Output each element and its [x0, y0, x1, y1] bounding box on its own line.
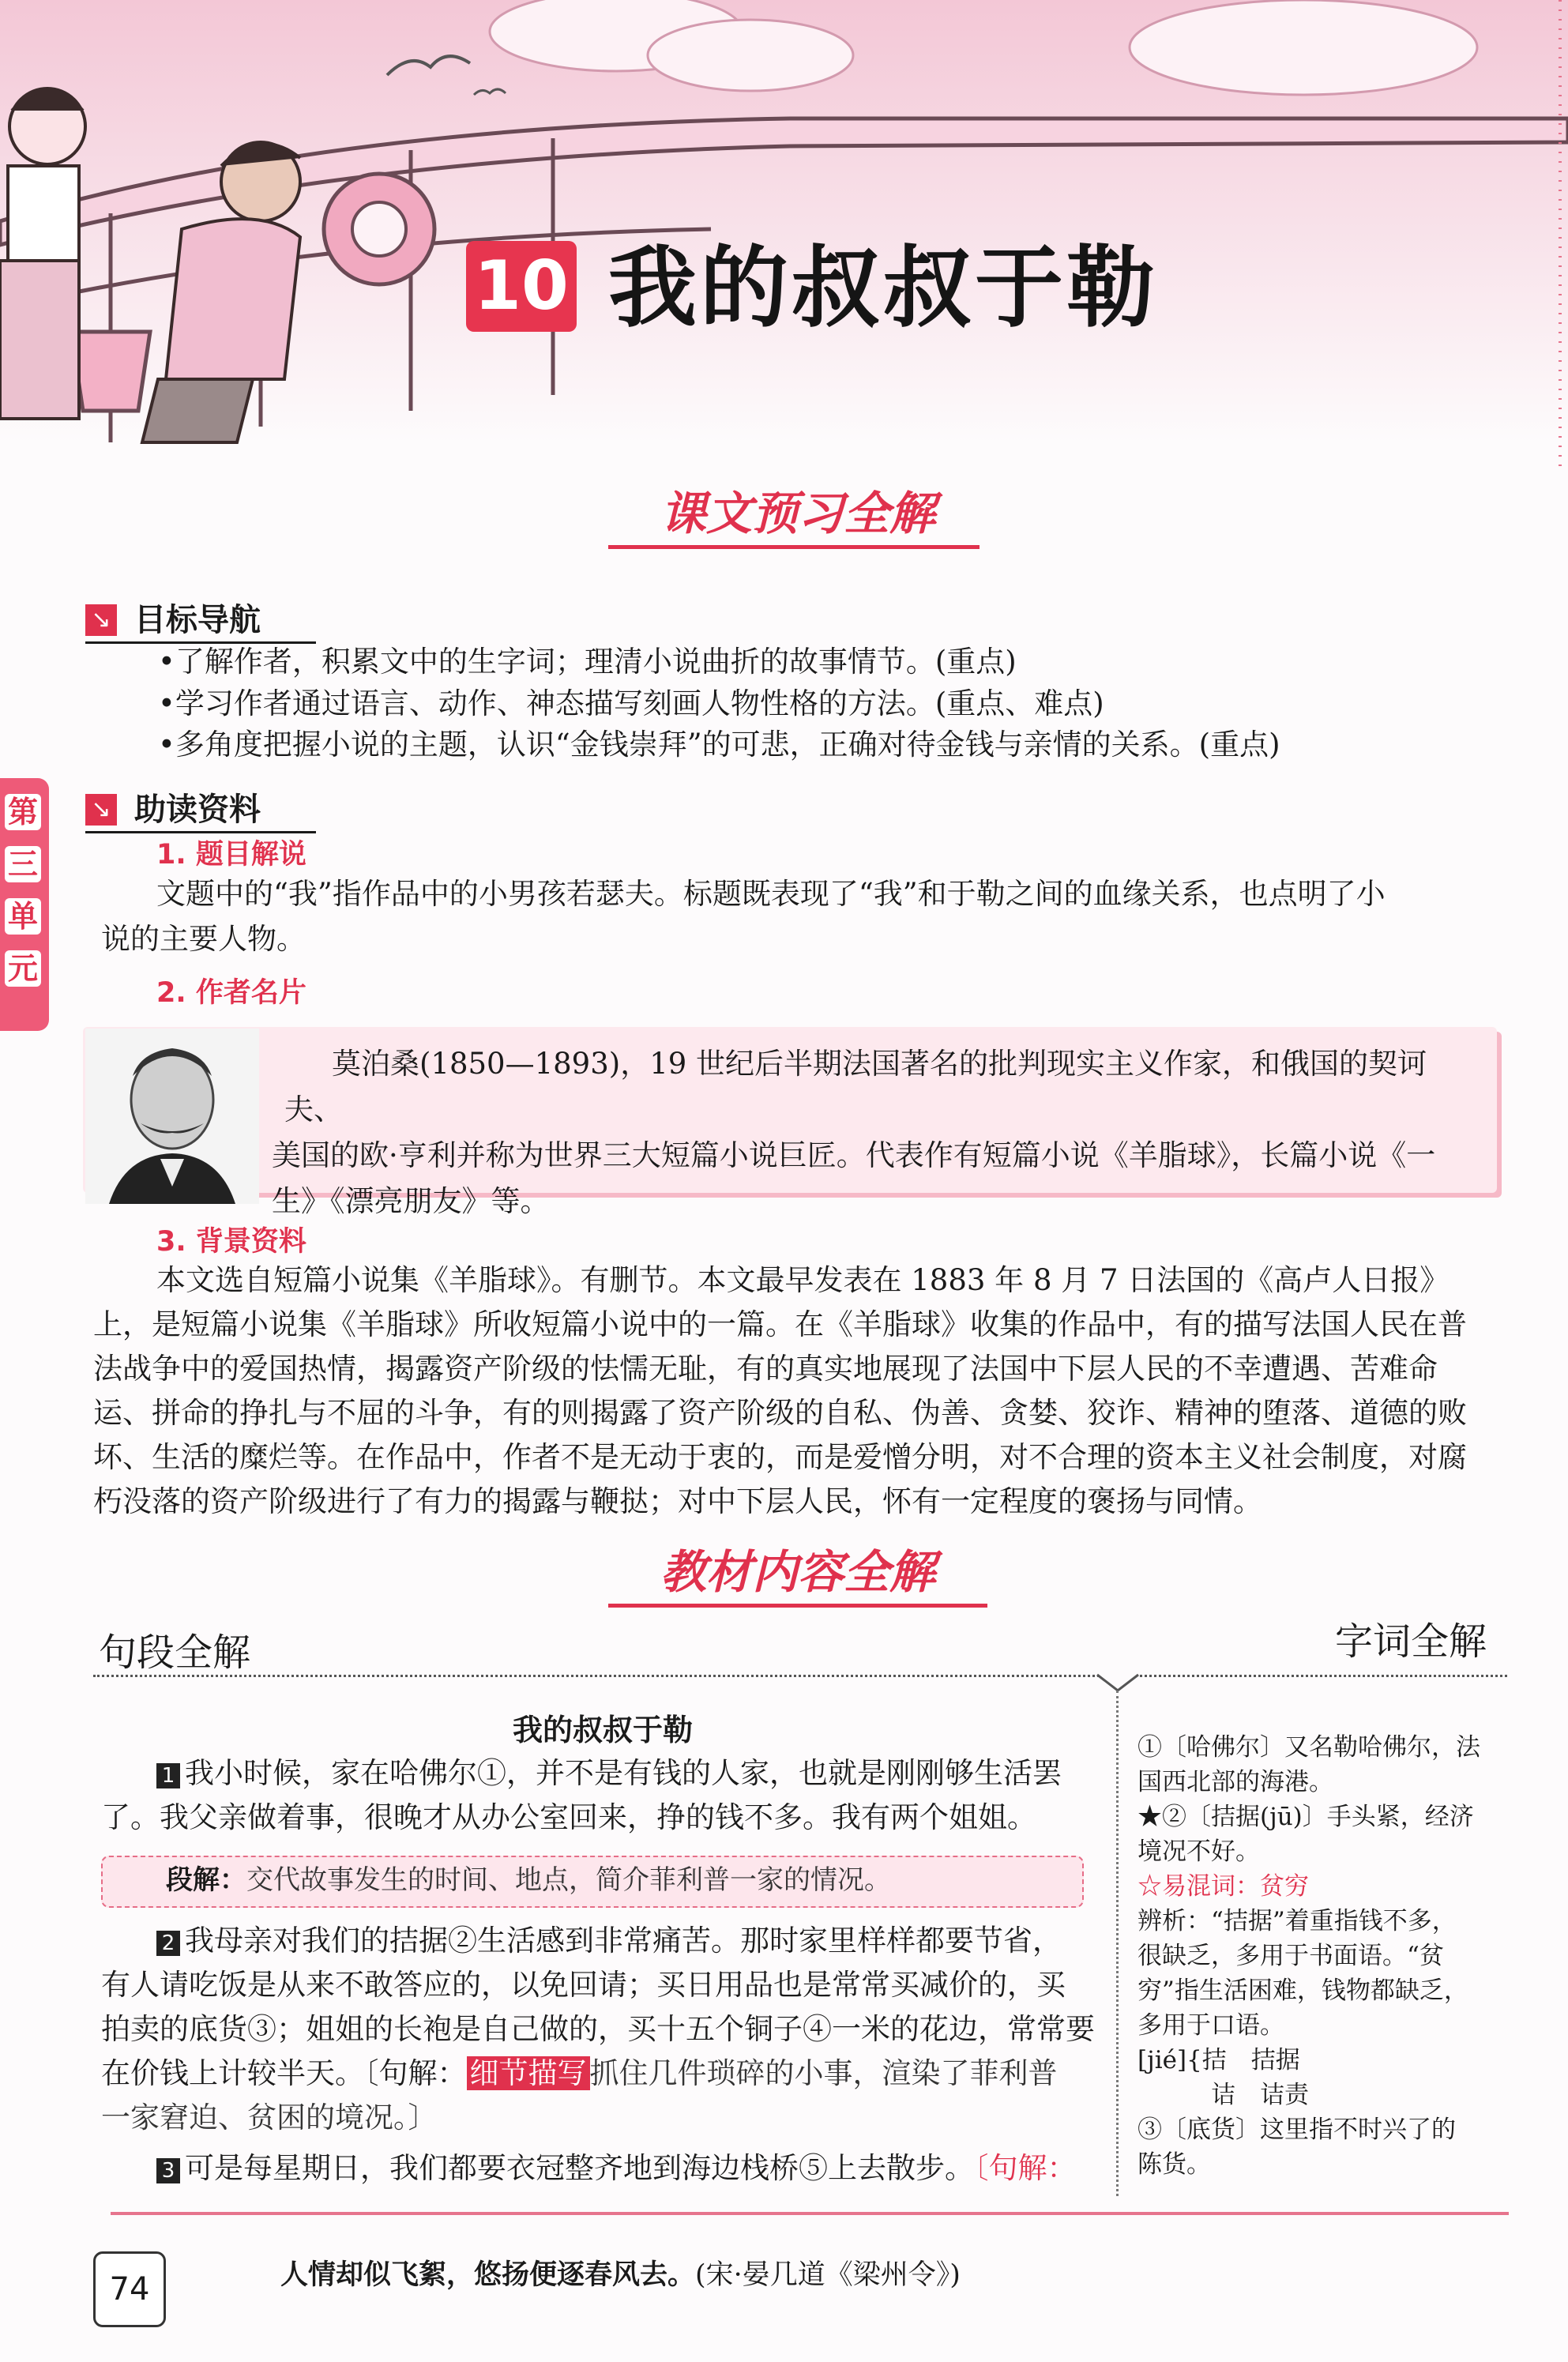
paragraph-text: 可是每星期日，我们都要衣冠整齐地到海边栈桥⑤上去散步。	[185, 2151, 974, 2185]
note-line: 诘 诘责	[1137, 2081, 1309, 2109]
background-line: 运、拼命的挣扎与不屈的斗争，有的则揭露了资产阶级的自私、伪善、贪婪、狡诈、精神的堕落、道德的败	[93, 1396, 1467, 1430]
lesson-title: 我的叔叔于勒	[608, 237, 1158, 340]
paragraph-text: 我母亲对我们的拮据②生活感到非常痛苦。那时家里样样都要节省，	[185, 1924, 1062, 1958]
note-line: 陈货。	[1137, 2150, 1211, 2179]
topic-heading: 1. 题目解说	[156, 839, 306, 871]
section-banner-preview: 课文预习全解	[660, 487, 935, 540]
footer-divider	[111, 2212, 1509, 2215]
unit-side-tab	[0, 778, 49, 1031]
author-bio	[272, 1041, 1485, 1224]
background-line: 上，是短篇小说集《羊脂球》所收短篇小说中的一篇。在《羊脂球》收集的作品中，有的描写法国人民在普	[93, 1307, 1467, 1341]
page-number: 74	[93, 2251, 166, 2327]
author-bio-line: 生》《漂亮朋友》等。	[272, 1184, 550, 1218]
arrow-icon: ↘	[85, 794, 117, 826]
note-line: ①〔哈佛尔〕又名勒哈佛尔，法	[1137, 1733, 1480, 1762]
text-title: 我的叔叔于勒	[512, 1713, 693, 1747]
note-line: ☆易混词：贫穷	[1137, 1872, 1309, 1901]
side-tab-char: 三	[5, 846, 41, 882]
goal-item: •学习作者通过语言、动作、神态描写刻画人物性格的方法。(重点、难点)	[158, 686, 1104, 720]
paragraph-number: 2	[156, 1931, 180, 1956]
note-line: 多用于口语。	[1137, 2011, 1284, 2040]
background-line: 法战争中的爱国热情，揭露资产阶级的怯懦无耻，有的真实地展现了法国中下层人民的不幸遭遇、苦难命	[93, 1352, 1438, 1386]
right-column-head: 字词全解	[1335, 1619, 1487, 1664]
subhead-underline	[85, 831, 316, 833]
background-line: 朽没落的资产阶级进行了有力的揭露与鞭挞；对中下层人民，怀有一定程度的褒扬与同情。	[93, 1484, 1262, 1518]
left-column-head: 句段全解	[99, 1630, 251, 1675]
background-line: 本文选自短篇小说集《羊脂球》。有删节。本文最早发表在 1883 年 8 月 7 日法国的《高卢人日报》	[156, 1263, 1450, 1297]
author-heading: 2. 作者名片	[156, 977, 306, 1009]
highlight-term: 细节描写	[467, 2056, 590, 2090]
topic-paragraph-cont: 说的主要人物。	[101, 922, 306, 956]
analysis-label: 段解：	[166, 1864, 246, 1896]
goal-item: •了解作者，积累文中的生字词；理清小说曲折的故事情节。(重点)	[158, 645, 1017, 679]
paragraph-2-line	[101, 2051, 1104, 2096]
paragraph-text: 我小时候，家在哈佛尔①，并不是有钱的人家，也就是刚刚够生活罢	[185, 1756, 1062, 1790]
paragraph-1-cont: 了。我父亲做着事，很晚才从办公室回来，挣的钱不多。我有两个姐姐。	[101, 1800, 1036, 1834]
banner-underline	[608, 1604, 987, 1608]
paragraph-number: 3	[156, 2158, 180, 2183]
footer-quote	[280, 2255, 961, 2295]
note-line: 穷”指生活困难，钱物都缺乏，	[1137, 1976, 1468, 2005]
note-line: ③〔底货〕这里指不时兴了的	[1137, 2116, 1456, 2144]
annotation-text: 抓住几件琐碎的小事，渲染了菲利普	[589, 2056, 1058, 2090]
column-divider	[93, 1675, 1507, 1677]
background-heading: 3. 背景资料	[156, 1226, 306, 1258]
paragraph-2-line: 拍卖的底货③；姐姐的长袍是自己做的，买十五个铜子④一米的花边，常常要	[101, 2012, 1095, 2046]
goals-title: 目标导航	[134, 602, 261, 638]
side-tab-char: 第	[5, 794, 41, 830]
note-line: 很缺乏，多用于书面语。“贫	[1137, 1942, 1444, 1970]
banner-underline	[608, 545, 980, 549]
quote-text: 人情却似飞絮，悠扬便逐春风去。	[280, 2259, 696, 2291]
analysis-text: 交代故事发生的时间、地点，简介菲利普一家的情况。	[246, 1864, 891, 1896]
annotation-bracket: 〔句解：	[974, 2151, 1077, 2185]
topic-paragraph: 文题中的“我”指作品中的小男孩若瑟夫。标题既表现了“我”和于勒之间的血缘关系，也点明了小	[156, 877, 1386, 911]
note-line: 辨析：“拮据”着重指钱不多，	[1137, 1907, 1457, 1935]
author-bio-line: 莫泊桑(1850—1893)，19 世纪后半期法国著名的批判现实主义作家，和俄国的契诃夫、	[284, 1047, 1427, 1126]
side-tab-char: 元	[5, 950, 41, 987]
goal-item: •多角度把握小说的主题，认识“金钱崇拜”的可悲，正确对待金钱与亲情的关系。(重点)	[158, 728, 1280, 762]
note-line: 境况不好。	[1137, 1837, 1260, 1866]
paragraph-3	[156, 2146, 1104, 2191]
paragraph-text: 在价钱上计较半天。〔句解：	[101, 2056, 467, 2090]
author-portrait	[85, 1029, 259, 1204]
paragraph-2	[156, 1918, 1104, 1963]
note-line: [jié]{拮 拮据	[1137, 2046, 1300, 2074]
note-line: 国西北部的海港。	[1137, 1768, 1333, 1796]
lesson-number-badge: 10	[466, 241, 577, 332]
paragraph-number: 1	[156, 1763, 180, 1788]
section-banner-content: 教材内容全解	[660, 1545, 935, 1599]
note-line: ★②〔拮据(jū)〕手头紧，经济	[1137, 1803, 1474, 1831]
arrow-icon: ↘	[85, 604, 117, 636]
vertical-divider	[1116, 1691, 1119, 2196]
author-bio-line: 美国的欧·亨利并称为世界三大短篇小说巨匠。代表作有短篇小说《羊脂球》，长篇小说《一	[272, 1138, 1436, 1172]
reading-title: 助读资料	[134, 792, 261, 828]
paragraph-2-line: 一家窘迫、贫困的境况。〕	[101, 2101, 438, 2134]
paragraph-analysis	[166, 1860, 891, 1900]
side-tab-char: 单	[5, 898, 41, 935]
paragraph-1	[156, 1751, 1104, 1796]
background-line: 坏、生活的糜烂等。在作品中，作者不是无动于衷的，而是爱憎分明，对不合理的资本主义社会制度，对腐	[93, 1440, 1467, 1474]
paragraph-2-line: 有人请吃饭是从来不敢答应的，以免回请；买日用品也是常常买减价的，买	[101, 1968, 1066, 2002]
word-notes	[1137, 1730, 1509, 2182]
quote-source: (宋·晏几道《梁州令》)	[695, 2259, 961, 2291]
